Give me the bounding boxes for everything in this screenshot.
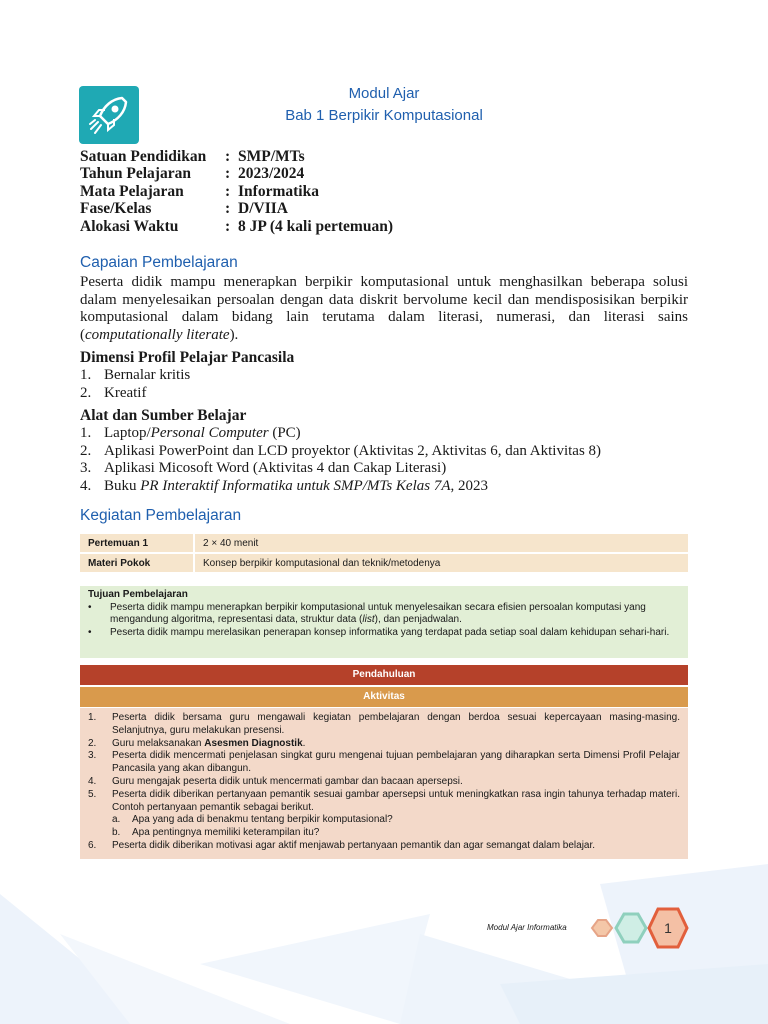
info-value: D/VIIA bbox=[238, 200, 288, 218]
question-item: b. Apa pentingnya memiliki keterampilan itu? bbox=[112, 827, 320, 839]
info-key: Tahun Pelajaran bbox=[80, 165, 191, 183]
info-value: Informatika bbox=[238, 182, 319, 200]
list-item: 1. Bernalar kritis bbox=[80, 367, 191, 383]
table-row: Materi Pokok Konsep berpikir komputasional dan teknik/metodenya bbox=[80, 554, 688, 574]
info-value: 8 JP (4 kali pertemuan) bbox=[238, 217, 393, 235]
objective-item: • Peserta didik mampu menerapkan berpikir komputasional untuk menyelesaikan secara efisien persoalan komputasi yang mengandung algoritma, representasi data, struktur data (list), dan penjadwalan. bbox=[88, 601, 646, 625]
kegiatan-heading: Kegiatan Pembelajaran bbox=[80, 507, 242, 524]
list-item: 4. Buku PR Interaktif Informatika untuk SMP/MTs Kelas 7A, 2023 bbox=[80, 477, 489, 494]
list-item: 1. Laptop/Personal Computer (PC) bbox=[80, 425, 301, 441]
aktivitas-bar: Aktivitas bbox=[80, 687, 688, 707]
module-title: Modul Ajar bbox=[348, 85, 420, 102]
activity-step: 5. Peserta didik diberikan pertanyaan pemantik sesuai gambar apersepsi untuk meningkatkan rasa ingin tahunya terhadap materi. Contoh pertanyaan pemantik sebagai berikut. bbox=[88, 788, 680, 813]
list-item: 2. Kreatif bbox=[80, 384, 147, 401]
info-row: Tahun Pelajaran : 2023/2024 bbox=[80, 165, 305, 183]
info-row: Alokasi Waktu : 8 JP (4 kali pertemuan) bbox=[80, 217, 393, 235]
table-row: Pertemuan 1 2 × 40 menit bbox=[80, 534, 688, 554]
info-row: Fase/Kelas : D/VIIA bbox=[80, 200, 288, 218]
activity-step: 3. Peserta didik mencermati penjelasan singkat guru mengenai tujuan pembelajaran yang diharapkan serta Dimensi Profil Pelajar Pancasila yang akan dibangun. bbox=[88, 750, 680, 775]
info-row: Satuan Pendidikan : SMP/MTs bbox=[80, 148, 305, 165]
footer-module-name: Modul Ajar Informatika bbox=[487, 923, 567, 932]
alat-list bbox=[80, 425, 601, 495]
activity-step: 6. Peserta didik diberikan motivasi agar aktif menjawab pertanyaan pemantik dan agar semangat dalam belajar. bbox=[88, 839, 596, 851]
module-info-table bbox=[80, 148, 393, 235]
question-item: a. Apa yang ada di benakmu tentang berpikir komputasional? bbox=[112, 814, 393, 826]
info-key: Fase/Kelas bbox=[80, 200, 152, 218]
info-value: 2023/2024 bbox=[238, 165, 305, 183]
chapter-title: Bab 1 Berpikir Komputasional bbox=[285, 107, 483, 124]
objectives-title: Tujuan Pembelajaran bbox=[88, 589, 188, 600]
learning-objectives-box bbox=[80, 586, 688, 658]
activity-step: 4. Guru mengajak peserta didik untuk mencermati gambar dan bacaan apersepsi. bbox=[88, 775, 463, 787]
capaian-paragraph: Peserta didik mampu menerapkan berpikir komputasional untuk menghasilkan beberapa solusi dalam menyelesaikan persoalan dengan data diskrit bervolume kecil dan mendisposisikan berpikir komputasional dalam bidang lain terutama dalam literasi, numerasi, dan literasi sains (computationally literate). bbox=[80, 274, 688, 343]
info-key: Alokasi Waktu bbox=[80, 217, 179, 235]
alat-heading: Alat dan Sumber Belajar bbox=[80, 407, 247, 424]
page-badge-hexagons bbox=[590, 906, 690, 950]
info-value: SMP/MTs bbox=[238, 148, 305, 165]
page-number: 1 bbox=[664, 920, 672, 936]
info-key: Satuan Pendidikan bbox=[80, 148, 207, 165]
dimensi-list bbox=[80, 367, 190, 402]
dimensi-heading: Dimensi Profil Pelajar Pancasila bbox=[80, 349, 295, 366]
activity-step: 1. Peserta didik bersama guru mengawali kegiatan pembelajaran dengan berdoa sesuai kepercayaan masing-masing. Selanjutnya, guru melakukan presensi. bbox=[88, 712, 680, 736]
info-key: Mata Pelajaran bbox=[80, 182, 184, 200]
activity-steps bbox=[80, 708, 688, 859]
activity-step: 2. Guru melaksanakan Asesmen Diagnostik. bbox=[88, 737, 306, 749]
objective-item: • Peserta didik mampu merelasikan penerapan konsep informatika yang terdapat pada setiap soal dalam kehidupan sehari-hari. bbox=[88, 626, 670, 638]
meeting-table bbox=[80, 534, 688, 574]
list-item: 3. Aplikasi Micosoft Word (Aktivitas 4 dan Cakap Literasi) bbox=[80, 460, 447, 477]
capaian-heading: Capaian Pembelajaran bbox=[80, 254, 238, 271]
pendahuluan-bar: Pendahuluan bbox=[80, 665, 688, 685]
list-item: 2. Aplikasi PowerPoint dan LCD proyektor (Aktivitas 2, Aktivitas 6, dan Aktivitas 8) bbox=[80, 442, 602, 459]
info-row: Mata Pelajaran : Informatika bbox=[80, 182, 319, 200]
